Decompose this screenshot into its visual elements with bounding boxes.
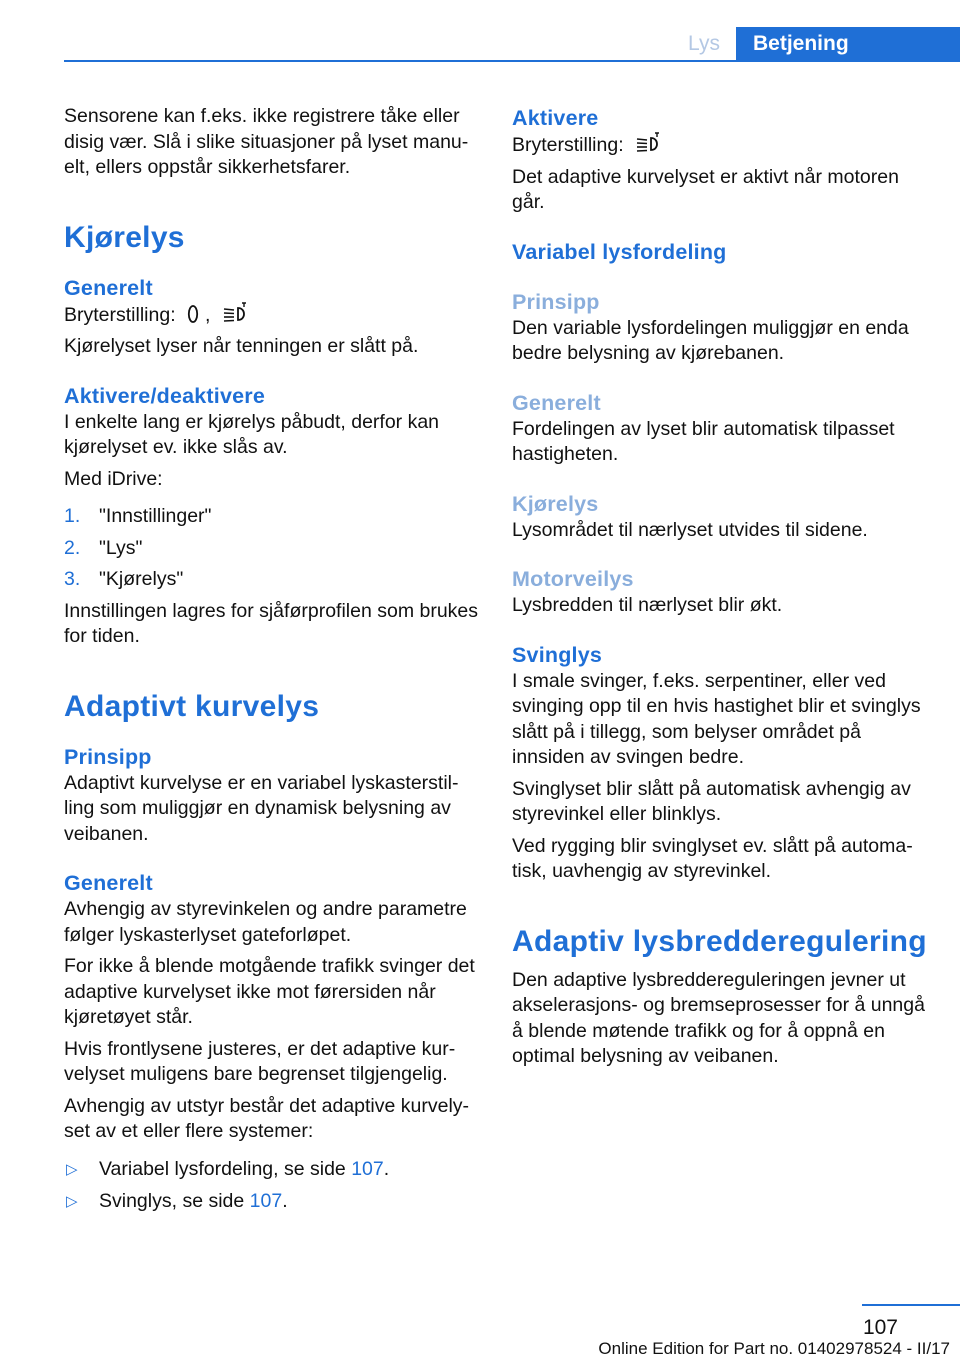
kjorelys-text: Lysområdet til nærlyset utvides til sidene. bbox=[512, 518, 868, 541]
generelt2-paragraph-2: For ikke å blende motgående trafikk svinger det adaptive kurvelyset ikke mot førersiden når kjøretøyet står. bbox=[64, 955, 475, 1028]
kjorelys-subheading: Kjørelys bbox=[512, 491, 599, 516]
bullet-text: Svinglys, se side bbox=[99, 1190, 250, 1212]
step-text: "Lys" bbox=[99, 536, 143, 559]
switch-position-line bbox=[512, 132, 927, 159]
lysbredderegulering-text: Den adaptive lysbreddereguleringen jevner ut akselerasjons- og bremseprosesser for å unngå å blende møtende trafikk og for å oppnå en optimal belysning av veibanen. bbox=[512, 968, 925, 1067]
switch-position-label: Bryterstilling: bbox=[512, 134, 624, 156]
bullet-end: . bbox=[383, 1157, 390, 1180]
adaptivt-kurvelys-heading: Adaptivt kurvelys bbox=[64, 689, 320, 723]
idrive-steps bbox=[64, 504, 479, 593]
switch-position-label: Bryterstilling: bbox=[64, 303, 176, 326]
generelt-heading-2: Generelt bbox=[64, 871, 153, 895]
triangle-bullet-icon: ▷ bbox=[66, 1193, 78, 1210]
right-column bbox=[512, 104, 927, 1070]
systems-list bbox=[64, 1157, 479, 1215]
svinglys-paragraph-3: Ved rygging blir svinglyset ev. slått på automatisk, uavhengig av styrevinkel. bbox=[512, 834, 913, 882]
footer-rule bbox=[862, 1304, 960, 1306]
prinsipp-heading: Prinsipp bbox=[512, 289, 600, 314]
prinsipp-text: Adaptivt kurvelyse er en variabel lyskasterstilling som muliggjør en dynamisk belysning av veibanen. bbox=[64, 771, 459, 845]
generelt-text: Fordelingen av lyset blir automatisk tilpasset hastigheten. bbox=[512, 417, 895, 465]
intro-paragraph: Sensorene kan f.eks. ikke registrere tåke eller disig vær. Slå i slike situasjoner på lyset manuelt, ellers oppstår sikkerhetsfarer. bbox=[64, 105, 469, 178]
step-text: "Kjørelys" bbox=[99, 568, 184, 590]
list-item bbox=[64, 504, 479, 530]
generelt-text: Kjørelyset lyser når tenningen er slått på. bbox=[64, 335, 419, 357]
header-rule bbox=[64, 60, 960, 62]
left-column bbox=[64, 104, 479, 1222]
list-item bbox=[64, 1189, 479, 1215]
header-chapter-tab: Betjening bbox=[736, 27, 960, 62]
page-number: 107 bbox=[862, 1316, 898, 1339]
generelt2-paragraph-3: Hvis frontlysene justeres, er det adaptive kurvelyset muligens bare begrenset tilgjengelig. bbox=[64, 1037, 456, 1085]
triangle-bullet-icon: ▷ bbox=[66, 1160, 78, 1178]
prinsipp-text: Den variable lysfordelingen muliggjør en enda bedre belysning av kjørebanen. bbox=[512, 316, 909, 364]
adaptiv-lysbredderegulering-heading: Adaptiv lysbredderegulering bbox=[512, 924, 927, 958]
list-item bbox=[64, 1157, 479, 1183]
list-item bbox=[64, 536, 479, 562]
automatic-headlight-icon bbox=[222, 302, 250, 324]
switch-separator: , bbox=[205, 303, 211, 326]
aktivere-deaktivere-text: I enkelte lang er kjørelys påbudt, derfor kan kjørelyset ev. ikke slås av. bbox=[64, 410, 440, 458]
bullet-text: Variabel lysfordeling, se side bbox=[99, 1157, 352, 1180]
edition-footer: Online Edition for Part no. 01402978524 - II/17 bbox=[598, 1339, 950, 1358]
aktivere-deaktivere-heading: Aktivere/deaktivere bbox=[64, 383, 266, 408]
step-number: 3. bbox=[64, 568, 81, 590]
variabel-lysfordeling-heading: Variabel lysfordeling bbox=[512, 239, 727, 264]
page-link[interactable]: 107 bbox=[351, 1157, 384, 1180]
light-switch-0-icon bbox=[187, 304, 199, 324]
header-section-tab: Lys bbox=[688, 32, 720, 55]
generelt-heading: Generelt bbox=[512, 390, 601, 415]
prinsipp-heading: Prinsipp bbox=[64, 744, 152, 769]
step-number: 1. bbox=[64, 505, 81, 527]
svinglys-heading: Svinglys bbox=[512, 642, 603, 667]
aktivere-text: Det adaptive kurvelyset er aktivt når motoren går. bbox=[512, 165, 899, 213]
generelt2-paragraph-4: Avhengig av utstyr består det adaptive kurvelyset av et eller flere systemer: bbox=[64, 1094, 470, 1142]
motorveilys-heading: Motorveilys bbox=[512, 567, 634, 591]
idrive-label: Med iDrive: bbox=[64, 467, 163, 490]
svinglys-paragraph-1: I smale svinger, f.eks. serpentiner, eller ved svinging opp til en hvis hastighet blir et svinglys slått på i tillegg, som belyser området på innsiden av svingen bedre. bbox=[512, 669, 921, 768]
svinglys-paragraph-2: Svinglyset blir slått på automatisk avhengig av styrevinkel eller blinklys. bbox=[512, 777, 911, 825]
list-item bbox=[64, 567, 479, 593]
step-number: 2. bbox=[64, 536, 81, 559]
kjorelys-heading: Kjørelys bbox=[64, 220, 185, 254]
generelt2-paragraph-1: Avhengig av styrevinkelen og andre parametre følger lyskasterlyset gateforløpet. bbox=[64, 898, 467, 946]
generelt-heading: Generelt bbox=[64, 275, 153, 300]
automatic-headlight-icon bbox=[635, 132, 663, 154]
page-link[interactable]: 107 bbox=[249, 1190, 283, 1212]
switch-position-line bbox=[64, 302, 479, 329]
lagres-text: Innstillingen lagres for sjåførprofilen som brukes for tiden. bbox=[64, 599, 479, 647]
bullet-end: . bbox=[282, 1190, 288, 1212]
step-text: "Innstillinger" bbox=[99, 505, 212, 527]
aktivere-heading: Aktivere bbox=[512, 106, 599, 130]
motorveilys-text: Lysbredden til nærlyset blir økt. bbox=[512, 594, 783, 616]
